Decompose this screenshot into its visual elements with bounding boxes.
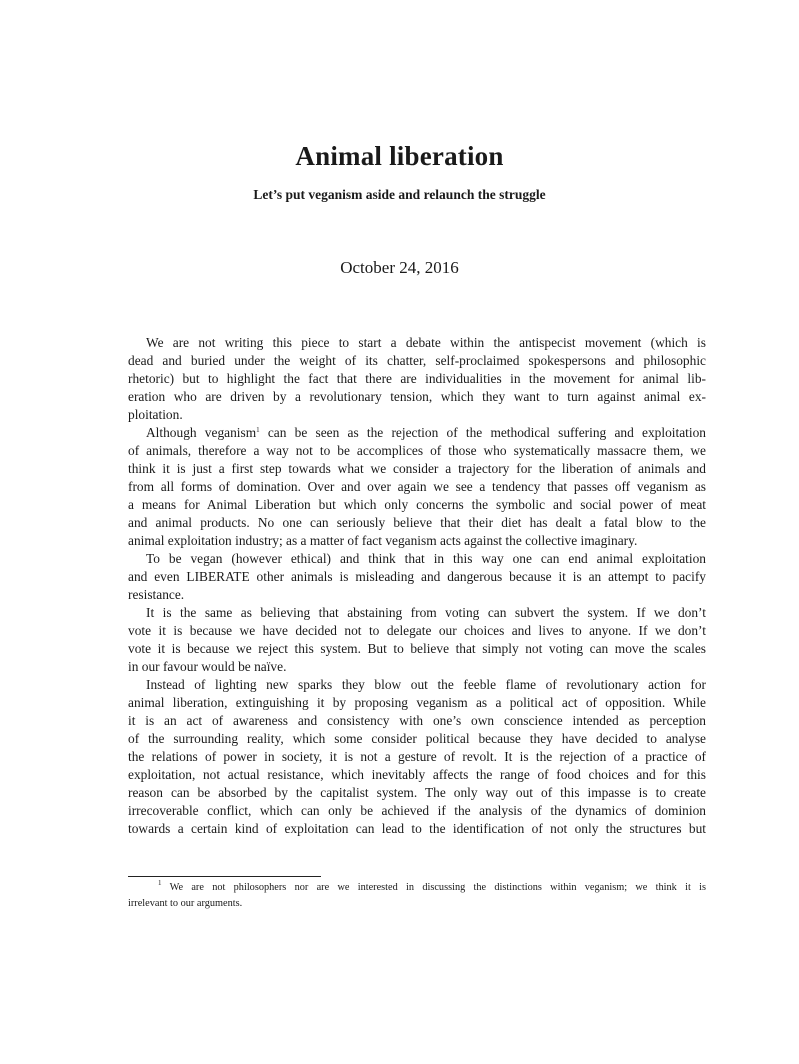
paragraph	[128, 550, 706, 604]
text-line: dead and buried under the weight of its chatter, self-proclaimed spokespersons and philosophic	[128, 353, 706, 368]
text-line: and animal products. No one can seriously believe that their diet has dealt a fatal blow to the	[128, 515, 706, 530]
text-fragment: We are not philosophers nor are we interested in discussing the distinctions within veganism; we think it is	[169, 882, 706, 893]
text-line: irrecoverable conflict, which can only be achieved if the analysis of the dynamics of dominion	[128, 803, 706, 818]
text-line	[128, 424, 706, 442]
paragraph	[128, 676, 706, 838]
text-line: animal liberation, extinguishing it by proposing veganism as a political act of opposition. While	[128, 695, 706, 710]
text-line: in our favour would be naïve.	[128, 659, 287, 674]
text-line: To be vegan (however ethical) and think that in this way one can end animal exploitation	[146, 551, 706, 566]
text-line: rhetoric) but to highlight the fact that there are individualities in the movement for animal lib-	[128, 371, 706, 386]
text-line: towards a certain kind of exploitation can lead to the identification of not only the structures but	[128, 821, 706, 836]
footnote-line	[128, 880, 706, 896]
paragraph	[128, 424, 706, 550]
text-line: vote it is because we have decided not to delegate our choices and lives to anyone. If we don’t	[128, 623, 706, 638]
document-title: Animal liberation	[295, 141, 504, 171]
text-line: We are not writing this piece to start a debate within the antispecist movement (which is	[146, 335, 706, 350]
footnote	[128, 880, 706, 912]
footnote-reference[interactable]: 1	[256, 426, 260, 434]
paragraph	[128, 334, 706, 424]
text-line: eration who are driven by a revolutionary tension, which they want to turn against animal ex-	[128, 389, 706, 404]
text-line: ploitation.	[128, 407, 183, 422]
paragraph	[128, 604, 706, 676]
text-line: Instead of lighting new sparks they blow out the feeble flame of revolutionary action for	[146, 677, 706, 692]
text-line: reason can be absorbed by the capitalist system. The only way out of this impasse is to create	[128, 785, 706, 800]
document-subtitle: Let’s put veganism aside and relaunch the struggle	[253, 187, 546, 202]
footnote-separator	[128, 876, 321, 877]
text-line: animal exploitation industry; as a matter of fact veganism acts against the collective imaginary.	[128, 533, 638, 548]
text-line: exploitation, not actual resistance, which inevitably affects the range of food choices and for this	[128, 767, 706, 782]
text-line: of animals, therefore a way not to be accomplices of those who systematically massacre them, we	[128, 443, 706, 458]
footnote-line: irrelevant to our arguments.	[128, 898, 243, 909]
text-line: of the surrounding reality, which some consider political because they have decided to analyse	[128, 731, 706, 746]
text-line: resistance.	[128, 587, 185, 602]
footnote-marker: 1	[158, 879, 162, 887]
text-line: and even LIBERATE other animals is misleading and dangerous because it is an attempt to pacify	[128, 569, 706, 584]
text-line: a means for Animal Liberation but which only concerns the symbolic and social power of meat	[128, 497, 706, 512]
text-fragment: Although veganism	[146, 425, 257, 440]
text-line: vote it is because we reject this system. But to believe that simply not voting can move the scales	[128, 641, 706, 656]
text-line: It is the same as believing that abstaining from voting can subvert the system. If we don’t	[146, 605, 706, 620]
text-line: think it is just a first step towards what we consider a trajectory for the liberation of animals and	[128, 461, 706, 476]
body-text	[128, 334, 706, 838]
text-line: the relations of power in society, it is not a gesture of revolt. It is the rejection of a practice of	[128, 749, 706, 764]
document-date: October 24, 2016	[340, 258, 459, 277]
text-line: it is an act of awareness and consistency with one’s own conscience intended as perception	[128, 713, 706, 728]
text-fragment: can be seen as the rejection of the methodical suffering and exploitation	[259, 425, 706, 440]
text-line: from all forms of domination. Over and over again we see a tendency that passes off veganism as	[128, 479, 706, 494]
